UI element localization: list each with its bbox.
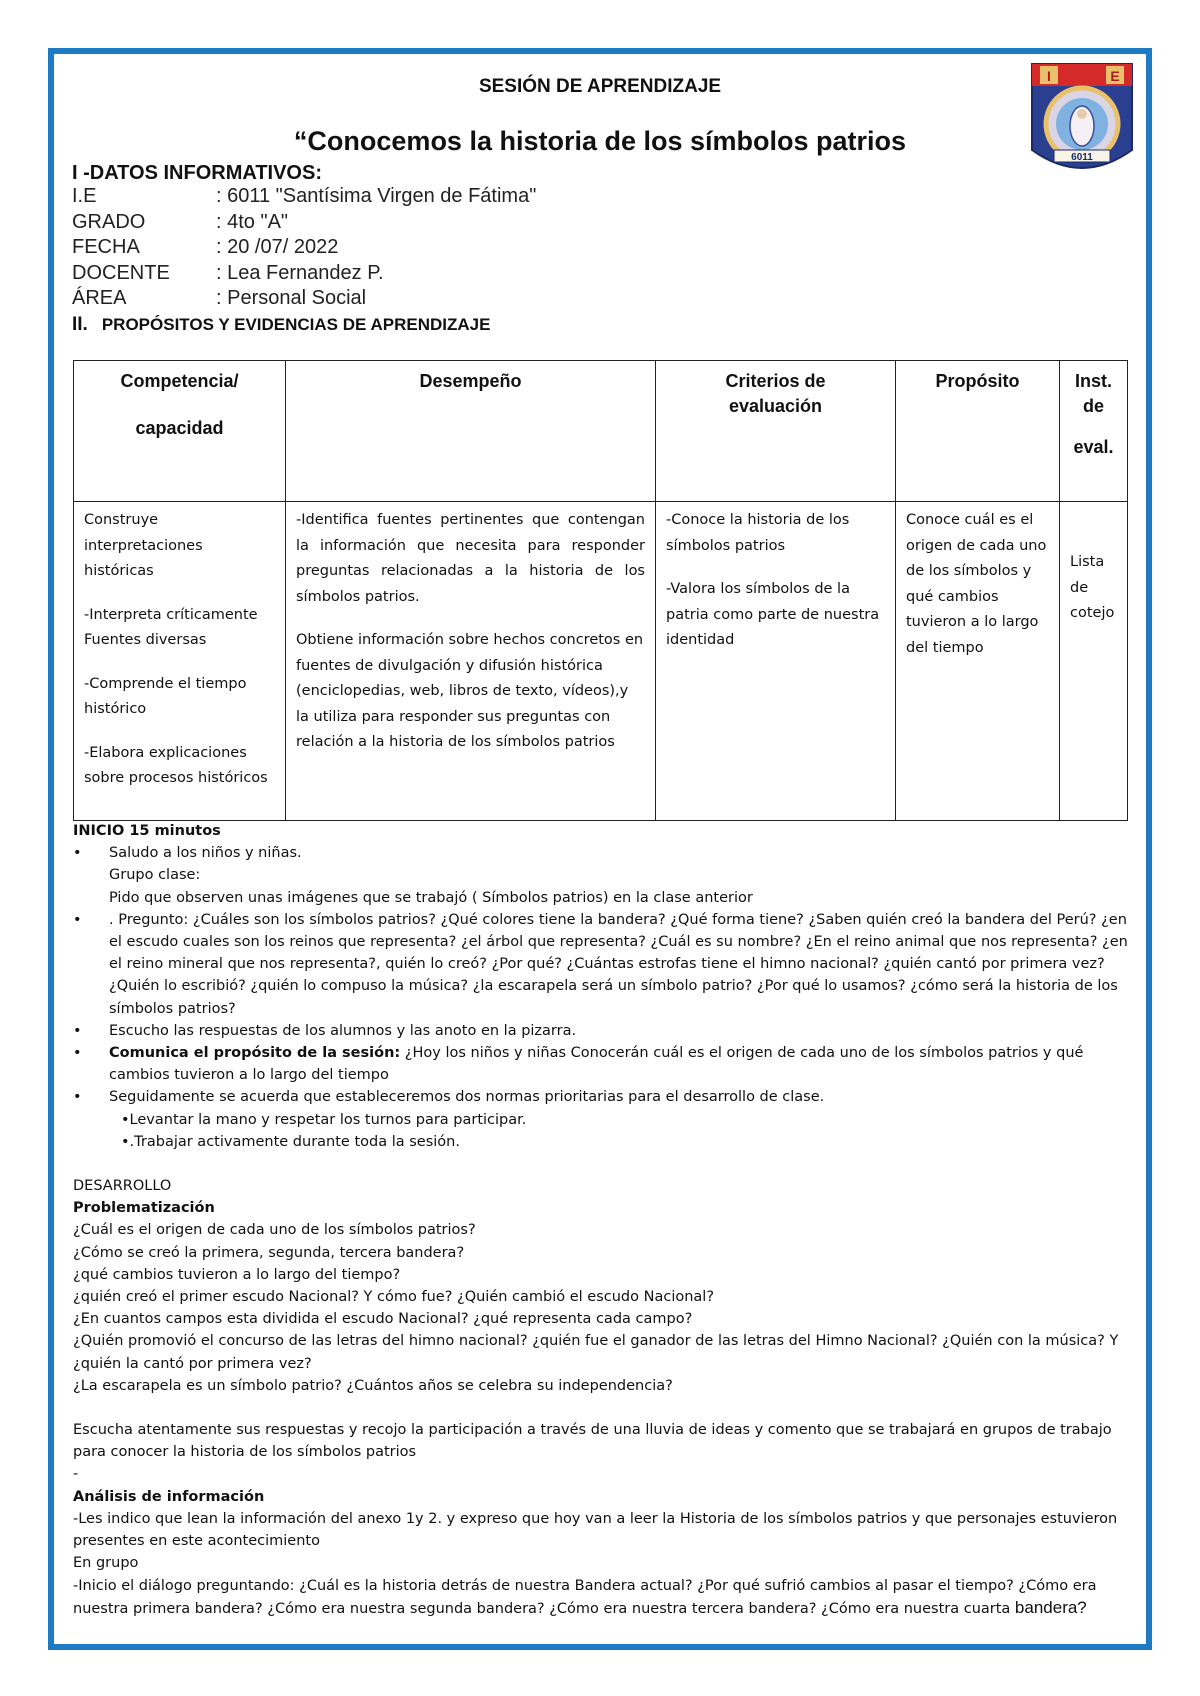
info-row-grado [72,210,536,236]
cell-proposito [896,502,1060,821]
list-item-text: • Saludo a los niños y niñas. [109,845,302,862]
question-line: ¿quién creó el primer escudo Nacional? Y cómo fue? ¿Quién cambió el escudo Nacional? [73,1289,715,1306]
session-body [73,820,1133,1620]
dash-line: - [73,1466,79,1483]
inicio-sub-list [73,909,1133,1153]
header-text: Desempeño [419,371,522,391]
section-datos-informativos-title: I -DATOS INFORMATIVOS: [72,162,322,184]
desempeno-text: -Identifica fuentes pertinentes que contengan la información que necesita para responder preguntas relacionadas a la historia de los símbolos patrios. [296,512,645,605]
info-label: ÁREA [72,287,127,309]
cell-competencia [74,502,286,821]
question-line: ¿En cuantos campos esta dividida el escudo Nacional? ¿qué representa cada campo? [73,1311,693,1328]
list-item [73,1042,1133,1086]
cell-desempeno [286,502,656,821]
dialogo-text: -Inicio el diálogo preguntando: ¿Cuál es la historia detrás de nuestra Bandera actual? ¿Por qué sufrió cambios al pasar el tiempo? ¿Cómo era nuestra primera bandera? ¿Cómo era nuestra segunda bandera? ¿Cómo era nuestra tercera bandera? ¿Cómo era nuestra cuarta [73,1577,1097,1617]
list-item [73,842,1133,909]
desempeno-text: Obtiene información sobre hechos concretos en fuentes de divulgación y difusión histórica (enciclopedias, web, libros de texto, vídeos),y la utiliza para responder sus preguntas con relación a la historia de los símbolos patrios [296,632,644,750]
info-row-ie [72,184,536,210]
list-item-text: • Seguidamente se acuerda que estableceremos dos normas prioritarias para el desarrollo de clase. [109,1089,825,1106]
inicio-dialogo-paragraph [73,1575,1133,1620]
norma-item: •Levantar la mano y respetar los turnos para participar. [121,1111,527,1128]
analisis-title: Análisis de información [73,1488,265,1505]
capacidad-text: -Interpreta críticamente Fuentes diversas [84,606,258,648]
header-desempeno [286,361,656,502]
en-grupo-line: En grupo [73,1555,139,1572]
header-competencia [74,361,286,502]
proposito-text: Conoce cuál es el origen de cada uno de los símbolos y qué cambios tuvieron a lo largo del tiempo [906,512,1047,656]
header-text: eval. [1073,437,1114,457]
criterio-text: -Conoce la historia de los símbolos patrios [666,512,850,554]
info-row-fecha [72,235,536,261]
info-value: : Lea Fernandez P. [216,261,384,284]
header-text: Inst. [1074,371,1112,391]
info-label: DOCENTE [72,261,170,284]
inicio-title: INICIO 15 minutos [73,823,221,839]
question-line: ¿Cuál es el origen de cada uno de los símbolos patrios? [73,1222,476,1239]
info-value: : 4to "A" [216,210,289,233]
capacidad-text: -Comprende el tiempo histórico [84,675,247,717]
datos-informativos [72,184,536,312]
info-label: I.E [72,185,97,207]
header-proposito [896,361,1060,502]
comunica-label: Comunica el propósito de la sesión: [109,1045,401,1062]
info-row-docente [72,261,536,287]
question-line: ¿Cómo se creó la primera, segunda, tercera bandera? [73,1244,465,1261]
list-item: • Escucho las respuestas de los alumnos y las anoto en la pizarra. [73,1020,1133,1042]
document-title: SESIÓN DE APRENDIZAJE [478,76,722,97]
header-criterios [656,361,896,502]
info-label: GRADO [72,210,146,233]
question-line: ¿qué cambios tuvieron a lo largo del tiempo? [73,1266,401,1283]
instrumento-text: Lista de cotejo [1070,554,1115,621]
problematizacion-title: Problematización [73,1200,215,1217]
norma-item: •.Trabajar activamente durante toda la sesión. [121,1133,460,1150]
session-title: “Conocemos la historia de los símbolos patrios [293,126,907,156]
info-value: : 6011 "Santísima Virgen de Fátima" [216,185,537,207]
header-text: de [1082,396,1104,416]
section-propositos-title [72,314,490,336]
school-crest-logo [1030,62,1134,178]
info-value: : Personal Social [216,287,367,309]
info-row-area [72,286,536,312]
crest-number: 6011 [1071,152,1093,163]
question-line: ¿La escarapela es un símbolo patrio? ¿Cuántos años se celebra su independencia? [73,1377,673,1394]
virgin-face-icon [1077,109,1087,119]
list-item-text: Pido que observen unas imágenes que se trabajó ( Símbolos patrios) en la clase anterior [109,889,753,906]
inicio-list [73,842,1133,909]
dialogo-last-word: bandera? [1014,1597,1087,1617]
criterio-text: -Valora los símbolos de la patria como parte de nuestra identidad [666,581,880,648]
crest-letter-right: E [1110,68,1120,84]
competencia-text: Construye interpretaciones históricas [84,512,203,579]
list-item: • . Pregunto: ¿Cuáles son los símbolos patrios? ¿Qué colores tiene la bandera? ¿Qué forma tiene? ¿Saben quién creó la bandera del Perú? ¿en el escudo cuales son los reinos que representa? ¿el árbol que representa? ¿Cuál es su nombre? ¿En el reino animal que nos representa? ¿en el reino mineral que nos representa?, quién lo creó? ¿Por qué? ¿Cuántas estrofas tiene el himno nacional? ¿quién cantó por primera vez? ¿Quién lo escribió? ¿quién lo compuso la música? ¿la escarapela será un símbolo patrio? ¿Por qué lo usamos? ¿cómo será la historia de los símbolos patrios? [73,909,1133,1020]
list-item-text: Grupo clase: [109,867,201,884]
cell-instrumento [1060,502,1128,821]
table-header-row [74,361,1128,502]
header-instrumento [1060,361,1128,502]
list-item [73,1086,1133,1153]
propositos-table [73,360,1128,821]
header-text: capacidad [135,418,224,438]
section-title-text: PROPÓSITOS Y EVIDENCIAS DE APRENDIZAJE [101,315,491,334]
les-indico-paragraph: -Les indico que lean la información del anexo 1y 2. y expreso que hoy van a leer la Historia de los símbolos patrios y que personajes estuvieron presentes en este acontecimiento [73,1510,1118,1550]
section-number: II. [72,314,88,335]
info-value: : 20 /07/ 2022 [216,236,339,258]
header-text: Criterios de [725,371,826,391]
header-text: Competencia/ [120,371,239,391]
table-row [74,502,1128,821]
comunica-text: ¿Hoy los niños y niñas Conocerán cuál es el origen de cada uno de los símbolos patrios y qué cambios tuvieron a lo largo del tiempo [109,1045,1084,1084]
header-text: Propósito [935,371,1020,391]
question-line: ¿Quién promovió el concurso de las letras del himno nacional? ¿quién fue el ganador de las letras del Himno Nacional? ¿Quién con la música? Y ¿quién la cantó por primera vez? [73,1333,1119,1372]
info-label: FECHA [72,236,140,258]
crest-letter-left: I [1047,68,1051,84]
header-text: evaluación [728,396,823,416]
capacidad-text: -Elabora explicaciones sobre procesos históricos [84,744,268,786]
escucha-paragraph: Escucha atentamente sus respuestas y recojo la participación a través de una lluvia de ideas y comento que se trabajará en grupos de trabajo para conocer la historia de los símbolos patrios [73,1422,1112,1461]
cell-criterios [656,502,896,821]
desarrollo-title: DESARROLLO [73,1178,172,1195]
